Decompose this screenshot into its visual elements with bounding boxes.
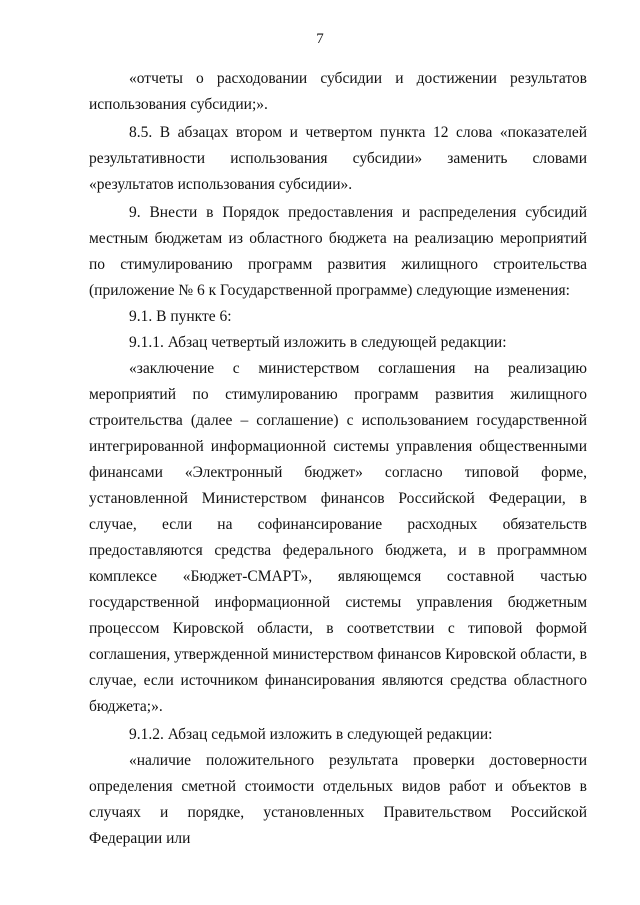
paragraph-9: 9. Внести в Порядок предоставления и распределения субсидий местным бюджетам из областного бюджета на реализацию мероприятий по стимулированию программ развития жилищного строительства (приложение № 6 к Государственной программе) следующие изменения: xyxy=(89,204,587,299)
paragraph-quote-verification: «наличие положительного результата проверки достоверности определения сметной стоимости отдельных видов работ и объектов в случаях и порядке, установленных Правительством Российской Федерации или xyxy=(89,752,587,847)
paragraph-9-1-1: 9.1.1. Абзац четвертый изложить в следующей редакции: xyxy=(129,334,507,351)
paragraph-quote-reports: «отчеты о расходовании субсидии и достижении результатов использования субсидии;». xyxy=(89,70,587,113)
document-body xyxy=(89,66,587,852)
paragraph-8-5: 8.5. В абзацах втором и четвертом пункта 12 слова «показателей результативности использования субсидии» заменить словами «результатов использования субсидии». xyxy=(89,124,587,193)
paragraph-quote-agreement: «заключение с министерством соглашения на реализацию мероприятий по стимулированию программ развития жилищного строительства (далее – соглашение) с использованием государственной интегрированной информационной системы управления общественными финансами «Электронный бюджет» согласно типовой форме, установленной Министерством финансов Российской Федерации, в случае, если на софинансирование расходных обязательств предоставляются средства федерального бюджета, и в программном комплексе «Бюджет-СМАРТ», являющемся составной частью государственной информационной системы управления бюджетным процессом Кировской области, в соответствии с типовой формой соглашения, утвержденной министерством финансов Кировской области, в случае, если источником финансирования являются средства областного бюджета;». xyxy=(89,360,587,715)
paragraph-9-1: 9.1. В пункте 6: xyxy=(129,308,232,325)
paragraph-9-1-2: 9.1.2. Абзац седьмой изложить в следующей редакции: xyxy=(129,726,493,743)
page-number: 7 xyxy=(316,31,324,47)
